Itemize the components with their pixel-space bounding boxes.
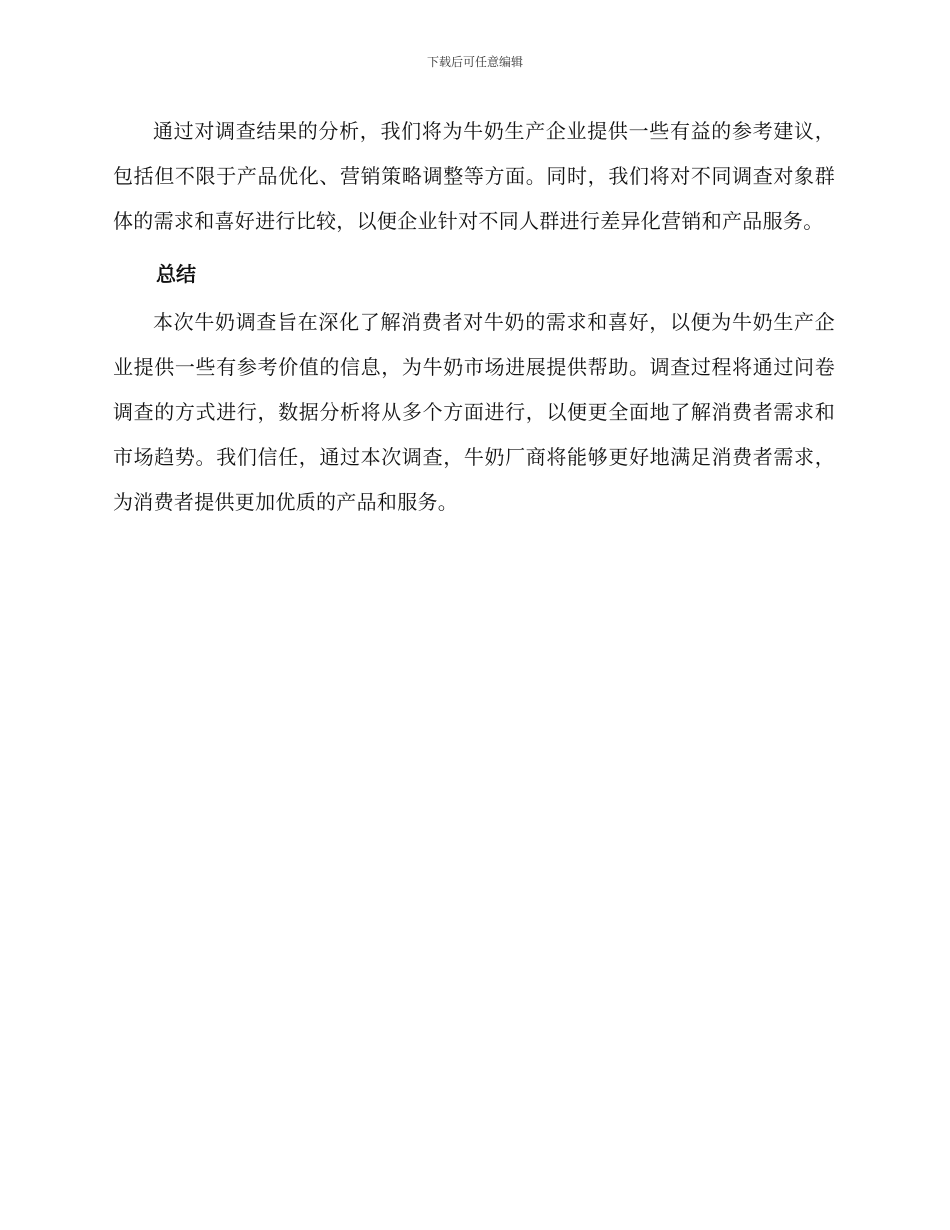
body-paragraph: 通过对调查结果的分析，我们将为牛奶生产企业提供一些有益的参考建议，包括但不限于产品优化、营销策略调整等方面。同时，我们将对不同调查对象群体的需求和喜好进行比较，以便企业针对不同人群进行差异化营销和产品服务。	[113, 119, 835, 233]
page-header: 下载后可任意编辑	[426, 55, 523, 69]
body-paragraph: 本次牛奶调查旨在深化了解消费者对牛奶的需求和喜好，以便为牛奶生产企业提供一些有参考价值的信息，为牛奶市场进展提供帮助。调查过程将通过问卷调查的方式进行，数据分析将从多个方面进行，以便更全面地了解消费者需求和市场趋势。我们信任，通过本次调查，牛奶厂商将能够更好地满足消费者需求，为消费者提供更加优质的产品和服务。	[113, 310, 835, 514]
document-body	[113, 109, 835, 525]
section-heading: 总结	[156, 262, 196, 286]
